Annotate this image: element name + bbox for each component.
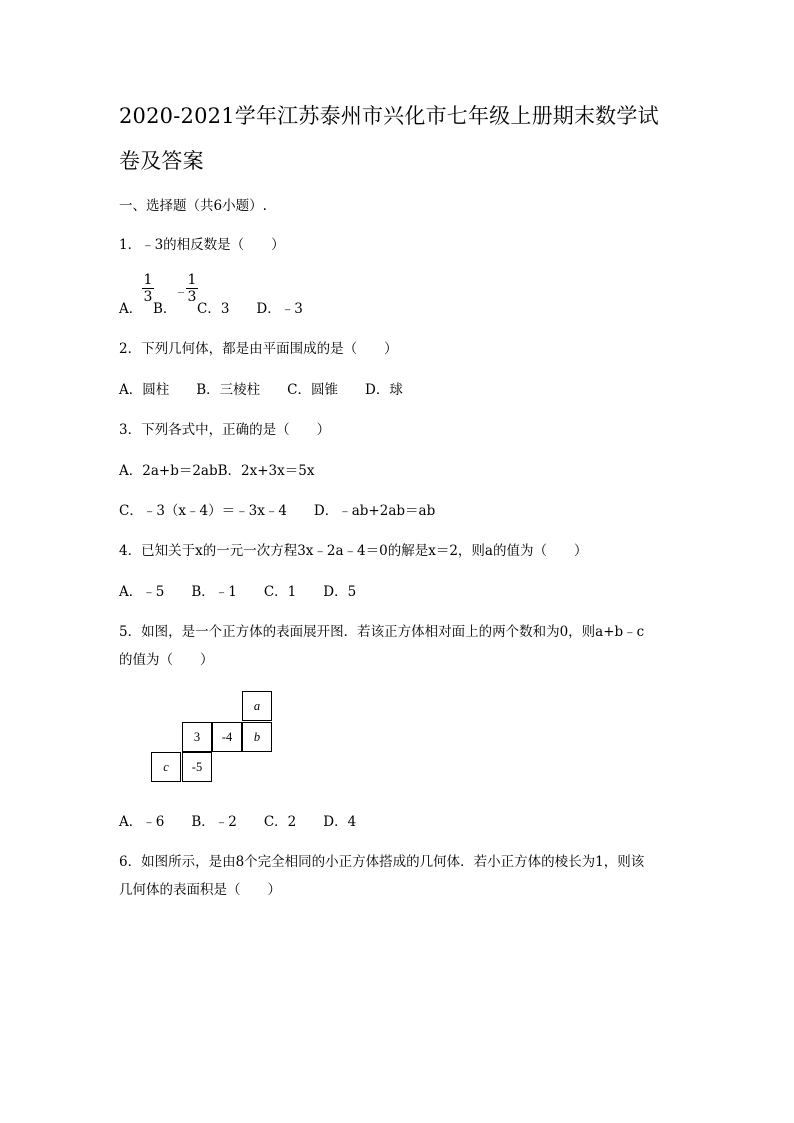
fraction-denominator: 3 <box>143 289 153 305</box>
question-3-options-cd: C．﹣3（x﹣4）＝﹣3x﹣4 D．﹣ab+2ab＝ab <box>119 503 436 519</box>
fraction-numerator: 1 <box>143 272 153 288</box>
negative-sign: _ <box>178 279 184 293</box>
question-5-options: A．﹣6 B．﹣2 C．2 D．4 <box>119 814 357 830</box>
question-6-stem-line1: 6．如图所示，是由8个完全相同的小正方体搭成的几何体．若小正方体的棱长为1，则该 <box>119 854 645 870</box>
section-heading: 一、选择题（共6小题）. <box>119 198 267 214</box>
net-cell-3: 3 <box>182 722 212 752</box>
net-cell-neg4: -4 <box>212 722 242 752</box>
question-3-options-ab: A．2a+b＝2abB．2x+3x＝5x <box>119 463 315 479</box>
net-cell-b: b <box>242 722 272 752</box>
net-cell-neg5: -5 <box>182 752 212 782</box>
question-4-options: A．﹣5 B．﹣1 C．1 D．5 <box>119 584 357 600</box>
document-title: 2020-2021学年江苏泰州市兴化市七年级上册期末数学试卷及答案 <box>119 104 659 173</box>
net-cell-a: a <box>242 691 272 721</box>
fraction-numerator: 1 <box>187 272 197 288</box>
question-5-stem-line1: 5．如图，是一个正方体的表面展开图．若该正方体相对面上的两个数和为0，则a+b﹣c <box>119 624 645 640</box>
question-3-stem: 3．下列各式中，正确的是（ ） <box>119 422 331 438</box>
question-4-stem: 4．已知关于x的一元一次方程3x﹣2a﹣4＝0的解是x＝2，则a的值为（ ） <box>119 543 588 559</box>
options-c-d: C．3 D．﹣3 <box>197 301 303 317</box>
question-6-stem-line2: 几何体的表面积是（ ） <box>119 882 281 898</box>
net-cell-c: c <box>151 752 181 782</box>
option-a-label: A． <box>119 301 143 317</box>
question-5-stem-line2: 的值为（ ） <box>119 652 214 668</box>
fraction-denominator: 3 <box>187 289 197 305</box>
question-1-stem: 1．﹣3的相反数是（ ） <box>119 237 285 253</box>
question-2-options: A．圆柱 B．三棱柱 C．圆锥 D．球 <box>119 382 403 398</box>
question-2-stem: 2．下列几何体，都是由平面围成的是（ ） <box>119 341 398 357</box>
option-b-label: B． <box>153 301 177 317</box>
